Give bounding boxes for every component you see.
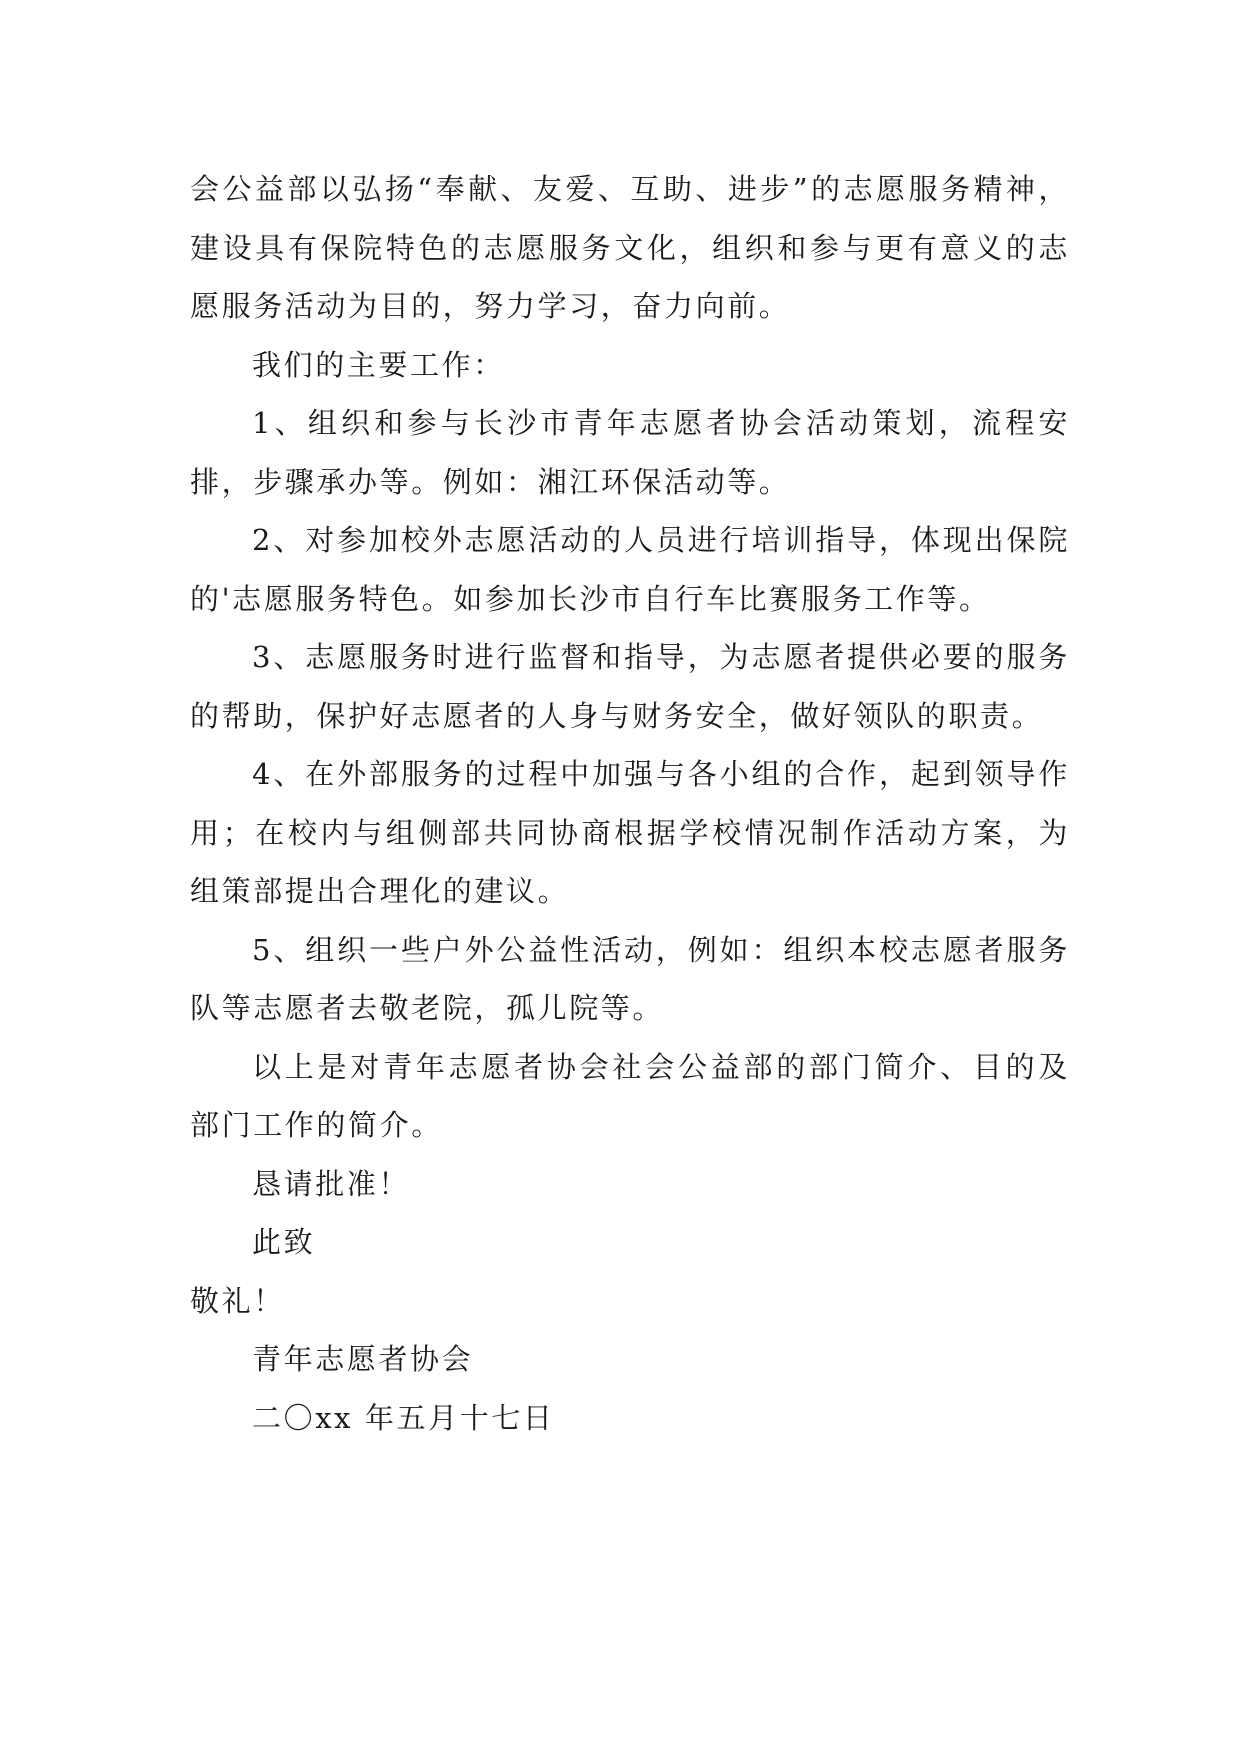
signature-date: 二〇xx 年五月十七日 xyxy=(252,1400,555,1435)
paragraph-item-1: 1、组织和参与长沙市青年志愿者协会活动策划，流程安排，步骤承办等。例如：湘江环保活动等。 xyxy=(190,406,1070,499)
paragraph-request: 恳请批准！ xyxy=(252,1166,411,1201)
paragraph-main-work-heading: 我们的主要工作： xyxy=(252,347,505,382)
paragraph-intro-continuation: 会公益部以弘扬“奉献、友爱、互助、进步”的志愿服务精神，建设具有保院特色的志愿服务文化，组织和参与更有意义的志愿服务活动为目的，努力学习，奋力向前。 xyxy=(190,172,1070,323)
signature-organization: 青年志愿者协会 xyxy=(252,1342,474,1376)
paragraph-item-5: 5、组织一些户外公益性活动，例如：组织本校志愿者服务队等志愿者去敬老院，孤儿院等。 xyxy=(190,932,1070,1025)
paragraph-regards: 敬礼！ xyxy=(190,1283,285,1318)
document-body xyxy=(190,160,1070,1447)
paragraph-item-3: 3、志愿服务时进行监督和指导，为志愿者提供必要的服务的帮助，保护好志愿者的人身与财务安全，做好领队的职责。 xyxy=(190,640,1070,733)
paragraph-item-4: 4、在外部服务的过程中加强与各小组的合作，起到领导作用；在校内与组侧部共同协商根据学校情况制作活动方案，为组策部提出合理化的建议。 xyxy=(190,757,1070,908)
paragraph-item-2: 2、对参加校外志愿活动的人员进行培训指导，体现出保院的'志愿服务特色。如参加长沙市自行车比赛服务工作等。 xyxy=(190,523,1070,616)
paragraph-salutation: 此致 xyxy=(252,1225,316,1259)
paragraph-summary: 以上是对青年志愿者协会社会公益部的部门简介、目的及部门工作的简介。 xyxy=(190,1049,1070,1142)
